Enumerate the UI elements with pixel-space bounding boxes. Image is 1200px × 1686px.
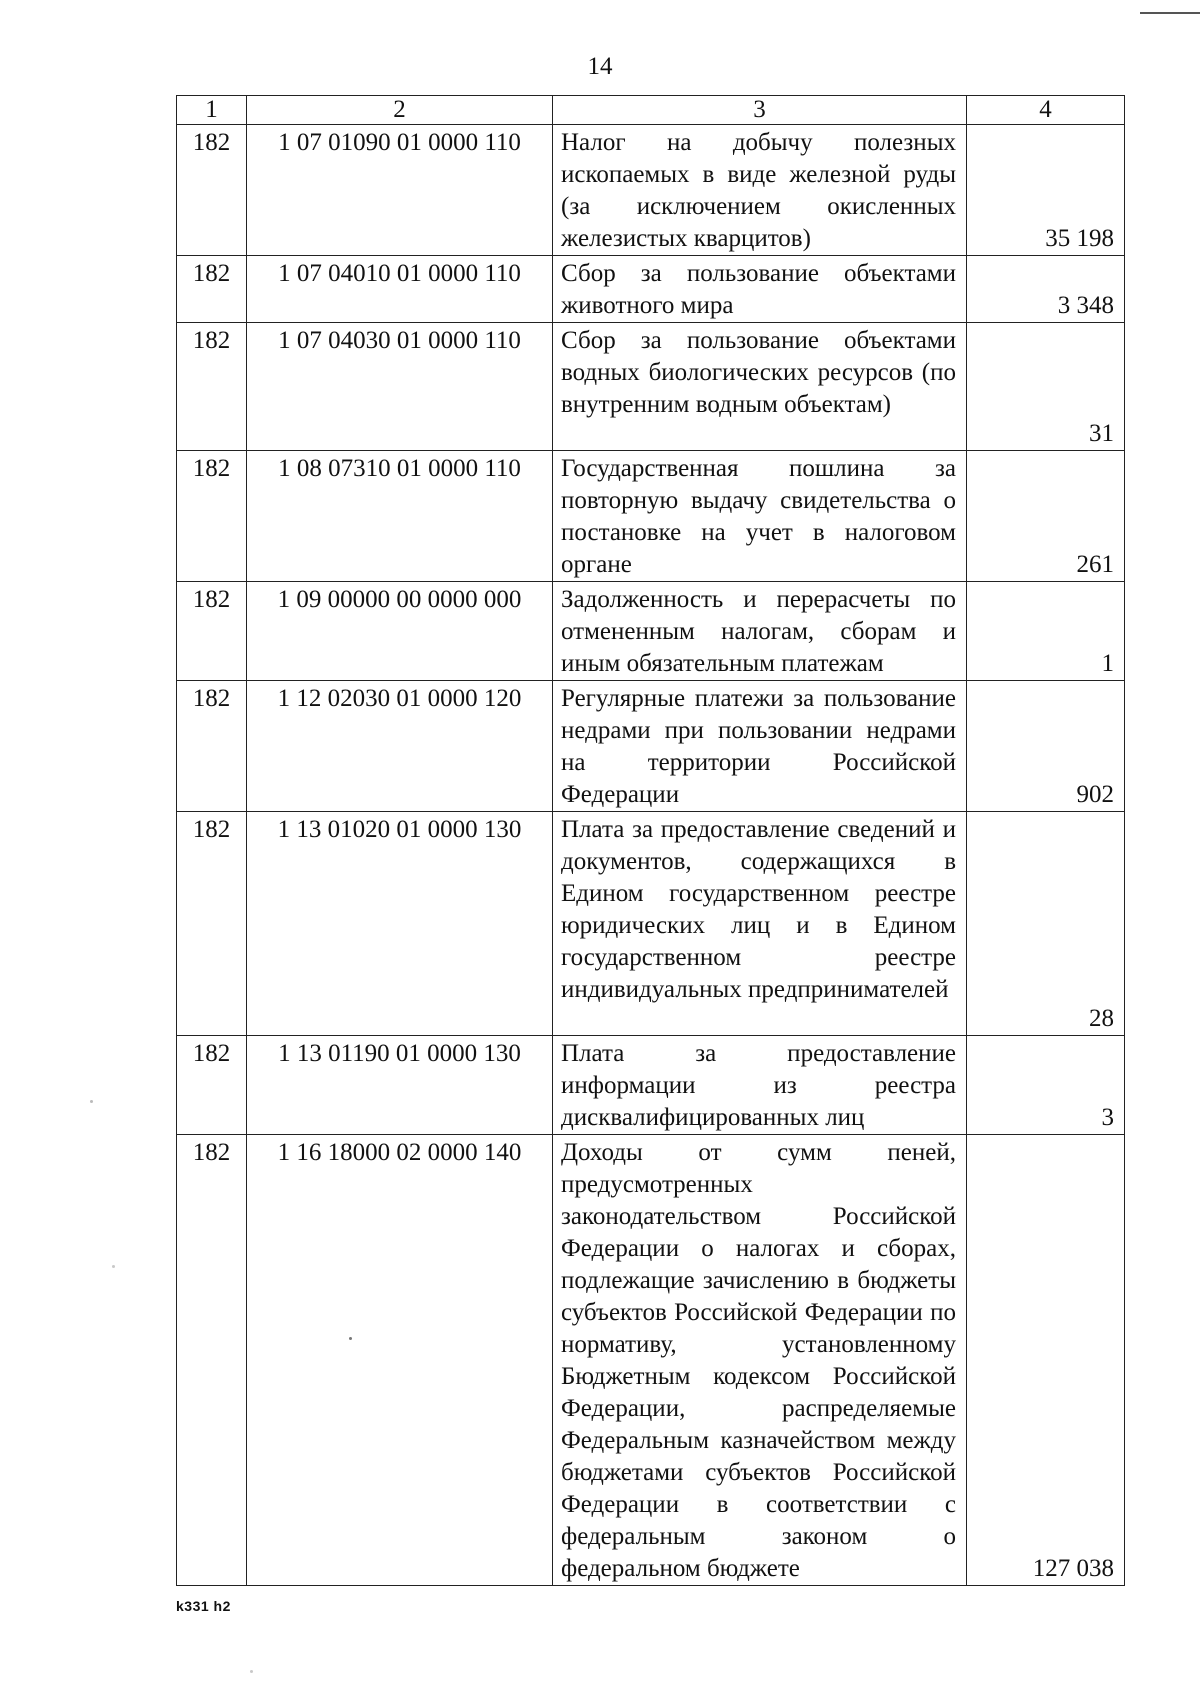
column-header-admin: 1 [177, 96, 247, 125]
amount-cell: 3 348 [967, 256, 1125, 323]
amount-cell: 3 [967, 1036, 1125, 1135]
admin-code-cell: 182 [177, 1135, 247, 1586]
table-row [177, 582, 1125, 681]
amount-cell: 35 198 [967, 125, 1125, 256]
revenue-name-cell: Доходы от сумм пеней, предусмотренных законодательством Российской Федерации о налогах и сборах, подлежащие зачислению в бюджеты субъектов Российской Федерации по нормативу, установленному Бюджетным кодексом Российской Федерации, распределяемые Федеральным казначейством между бюджетами субъектов Российской Федерации в соответствии с федеральным законом о федеральном бюджете [553, 1135, 967, 1586]
revenue-name-cell: Налог на добычу полезных ископаемых в виде железной руды (за исключением окисленных железистых кварцитов) [553, 125, 967, 256]
amount-cell: 261 [967, 451, 1125, 582]
budget-code-cell: 1 07 04030 01 0000 110 [247, 323, 553, 451]
amount-cell: 902 [967, 681, 1125, 812]
table-row [177, 323, 1125, 451]
budget-code-cell: 1 13 01020 01 0000 130 [247, 812, 553, 1036]
admin-code-cell: 182 [177, 451, 247, 582]
table-row [177, 1036, 1125, 1135]
amount-cell: 31 [967, 323, 1125, 451]
column-header-code: 2 [247, 96, 553, 125]
amount-cell: 28 [967, 812, 1125, 1036]
scan-speck [349, 1337, 352, 1340]
amount-cell: 127 038 [967, 1135, 1125, 1586]
table-header-row [177, 96, 1125, 125]
column-header-amount: 4 [967, 96, 1125, 125]
table-row [177, 256, 1125, 323]
column-header-name: 3 [553, 96, 967, 125]
budget-code-cell: 1 16 18000 02 0000 140 [247, 1135, 553, 1586]
table-row [177, 1135, 1125, 1586]
budget-code-cell: 1 07 04010 01 0000 110 [247, 256, 553, 323]
admin-code-cell: 182 [177, 681, 247, 812]
revenue-name-cell: Государственная пошлина за повторную выдачу свидетельства о постановке на учет в налоговом органе [553, 451, 967, 582]
amount-cell: 1 [967, 582, 1125, 681]
budget-code-cell: 1 12 02030 01 0000 120 [247, 681, 553, 812]
scan-edge-mark [1140, 0, 1200, 14]
document-footer-code: k331 h2 [176, 1598, 231, 1614]
table-row [177, 125, 1125, 256]
admin-code-cell: 182 [177, 812, 247, 1036]
budget-code-cell: 1 13 01190 01 0000 130 [247, 1036, 553, 1135]
admin-code-cell: 182 [177, 256, 247, 323]
budget-code-cell: 1 09 00000 00 0000 000 [247, 582, 553, 681]
admin-code-cell: 182 [177, 125, 247, 256]
revenue-name-cell: Плата за предоставление информации из реестра дисквалифицированных лиц [553, 1036, 967, 1135]
revenue-name-cell: Задолженность и перерасчеты по отмененным налогам, сборам и иным обязательным платежам [553, 582, 967, 681]
admin-code-cell: 182 [177, 582, 247, 681]
budget-code-cell: 1 08 07310 01 0000 110 [247, 451, 553, 582]
table-row [177, 681, 1125, 812]
admin-code-cell: 182 [177, 323, 247, 451]
admin-code-cell: 182 [177, 1036, 247, 1135]
revenue-table [176, 95, 1125, 1586]
revenue-name-cell: Сбор за пользование объектами водных биологических ресурсов (по внутренним водным объектам) [553, 323, 967, 451]
revenue-name-cell: Сбор за пользование объектами животного мира [553, 256, 967, 323]
table-row [177, 451, 1125, 582]
scan-speck [90, 1100, 93, 1103]
scan-speck [250, 1670, 253, 1673]
revenue-name-cell: Плата за предоставление сведений и документов, содержащихся в Едином государственном реестре юридических лиц и в Едином государственном реестре индивидуальных предпринимателей [553, 812, 967, 1036]
table-row [177, 812, 1125, 1036]
revenue-name-cell: Регулярные платежи за пользование недрами при пользовании недрами на территории Российской Федерации [553, 681, 967, 812]
scan-speck [112, 1265, 115, 1268]
page-number: 14 [587, 53, 613, 80]
budget-code-cell: 1 07 01090 01 0000 110 [247, 125, 553, 256]
